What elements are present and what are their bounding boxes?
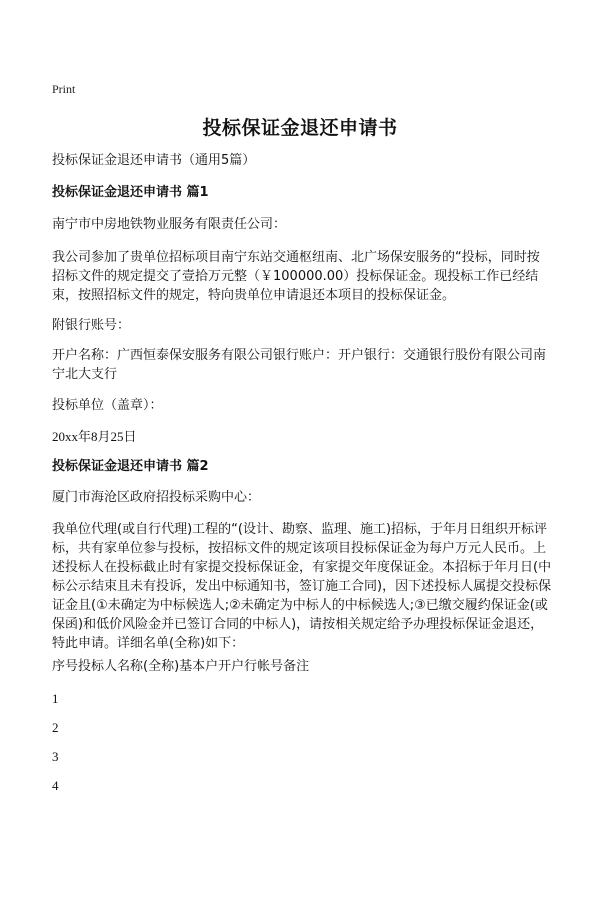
section1-body: 我公司参加了贵单位招标项目南宁东站交通枢纽南、北广场保安服务的“投标，同时按招标文件的规定提交了壹拾万元整（￥100000.00）投标保证金。现投标工作已经结束，按照招标文件的规定，特向贵单位申请退还本项目的投标保证金。 (52, 250, 540, 303)
document-title: 投标保证金退还申请书 (202, 117, 398, 139)
section2-addressee: 厦门市海沧区政府招投标采购中心： (52, 490, 261, 505)
section1-addressee: 南宁市中房地铁物业服务有限责任公司： (52, 217, 287, 232)
table-row: 4 (52, 778, 59, 793)
table-row: 3 (52, 749, 59, 764)
section1-date: 20xx年8月25日 (52, 429, 137, 444)
section2-table-header: 序号投标人名称(全称)基本户开户行帐号备注 (52, 659, 310, 674)
section2-body: 我单位代理(或自行代理)工程的“(设计、勘察、监理、施工)招标，于年月日组织开标评标，共有家单位参与投标，按招标文件的规定该项目投标保证金为每户万元人民币。上述投标人在投标截止时有家提交投标保证金，有家提交年度保证金。本招标于年月日(中标公示结束且未有投诉，发出中标通知书，签订施工合同)，因下述投标人属提交投标保证金且(①未确定为中标候选人;②未确定为中标人的中标候选人;③已缴交履约保证金(或保函)和低价风险金并已签订合同的中标人)，请按相关规定给予办理投标保证金退还，特此申请。详细名单(全称)如下： (52, 522, 552, 651)
document-subtitle: 投标保证金退还申请书（通用5篇） (52, 153, 256, 168)
section1-seal-label: 投标单位（盖章）： (52, 398, 163, 413)
table-row: 1 (52, 691, 59, 706)
section1-account-info: 开户名称：广西恒泰保安服务有限公司银行账户：开户银行：交通银行股份有限公司南宁北大支行 (52, 348, 547, 382)
print-label: Print (52, 82, 76, 96)
section1-heading: 投标保证金退还申请书 篇1 (52, 185, 209, 200)
section2-heading: 投标保证金退还申请书 篇2 (52, 459, 209, 474)
table-row: 2 (52, 720, 59, 735)
section1-bank-label: 附银行账号： (52, 318, 131, 333)
